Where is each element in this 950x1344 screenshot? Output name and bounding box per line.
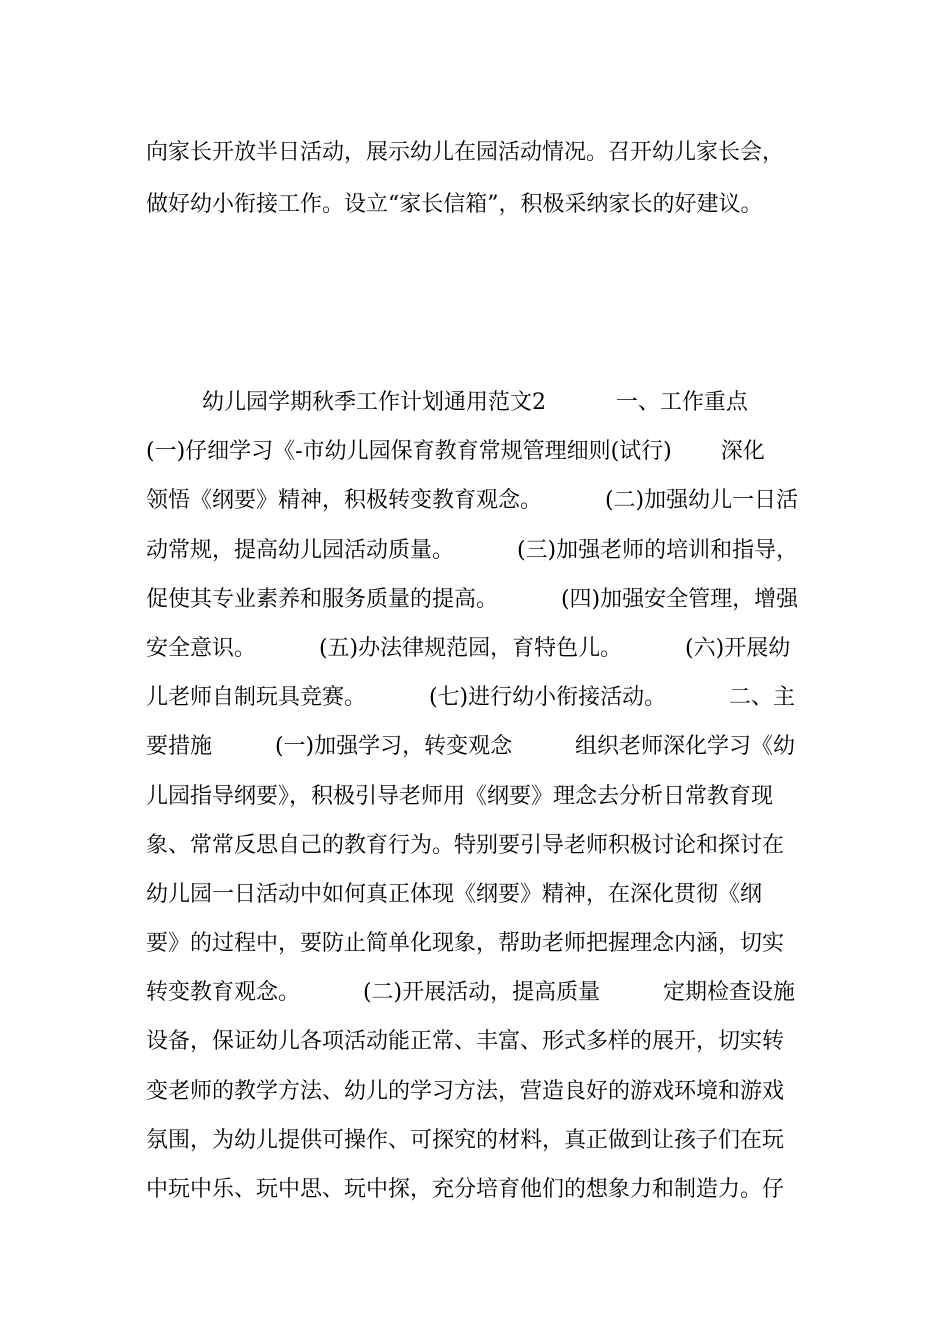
text-line: 中玩中乐、玩中思、玩中探，充分培育他们的想象力和制造力。仔	[146, 1177, 785, 1202]
text-line: 儿老师自制玩具竞赛。 (七)进行幼小衔接活动。 二、主	[146, 685, 796, 711]
text-line: 要》的过程中，要防止简单化现象，帮助老师把握理念内涵，切实	[146, 931, 785, 957]
text-line: 促使其专业素养和服务质量的提高。 (四)加强安全管理，增强	[146, 586, 799, 612]
text-line: (一)仔细学习《-市幼儿园保育教育常规管理细则(试行) 深化	[146, 439, 765, 465]
paragraph-parent-activities	[146, 127, 816, 231]
paragraph-work-plan	[146, 378, 816, 1214]
text-line: 幼儿园一日活动中如何真正体现《纲要》精神，在深化贯彻《纲	[146, 881, 763, 907]
text-line: 变老师的教学方法、幼儿的学习方法，营造良好的游戏环境和游戏	[146, 1078, 785, 1104]
text-line: 转变教育观念。 (二)开展活动，提高质量 定期检查设施	[146, 980, 796, 1006]
text-line: 设备，保证幼儿各项活动能正常、丰富、形式多样的展开，切实转	[146, 1029, 785, 1055]
text-line: 儿园指导纲要》，积极引导老师用《纲要》理念去分析日常教育现	[146, 783, 774, 809]
text-line: 幼儿园学期秋季工作计划通用范文2 一、工作重点	[146, 390, 748, 415]
text-line: 象、常常反思自己的教育行为。特别要引导老师积极讨论和探讨在	[146, 832, 785, 858]
text-line: 领悟《纲要》精神，积极转变教育观念。 (二)加强幼儿一日活	[146, 488, 799, 514]
text-line: 向家长开放半日活动，展示幼儿在园活动情况。召开幼儿家长会，	[146, 140, 785, 165]
text-line: 做好幼小衔接工作。设立“家长信箱”，积极采纳家长的好建议。	[146, 192, 763, 217]
text-line: 动常规，提高幼儿园活动质量。 (三)加强老师的培训和指导，	[146, 537, 799, 563]
text-line: 要措施 (一)加强学习，转变观念 组织老师深化学习《幼	[146, 734, 796, 760]
text-line: 安全意识。 (五)办法律规范园，育特色儿。 (六)开展幼	[146, 635, 791, 661]
text-line: 氛围，为幼儿提供可操作、可探究的材料，真正做到让孩子们在玩	[146, 1127, 785, 1153]
